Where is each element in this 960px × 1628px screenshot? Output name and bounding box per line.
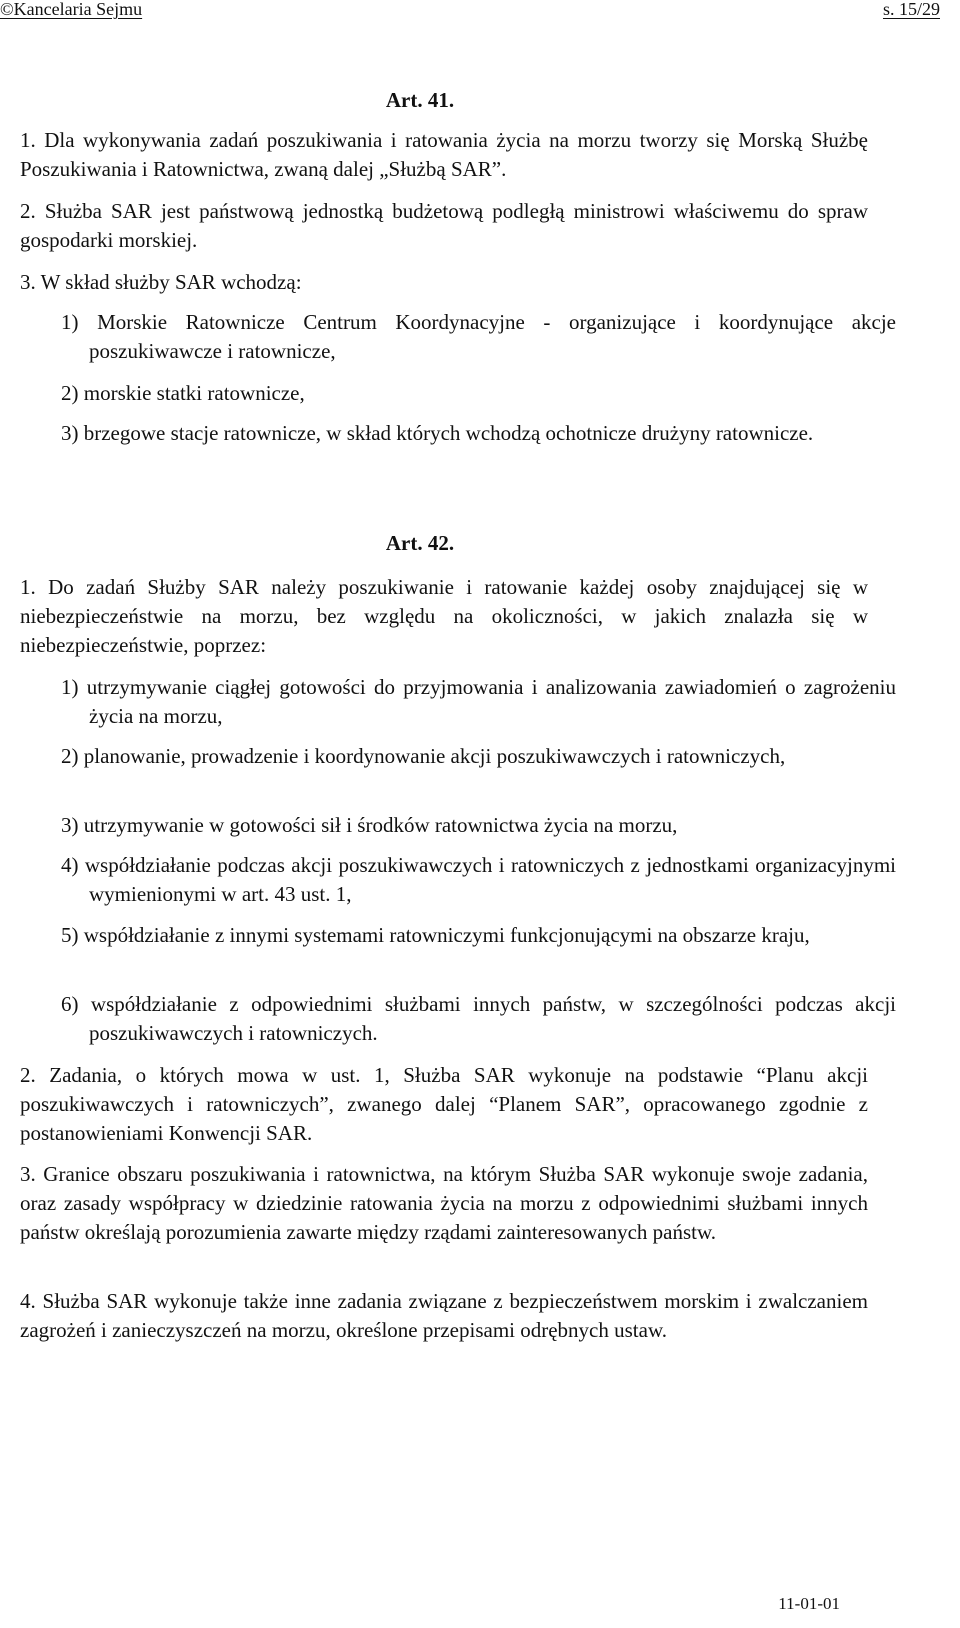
art42-paragraph-4: 4. Służba SAR wykonuje także inne zadania związane z bezpieczeństwem morskim i zwalczaniem zagrożeń i zanieczyszczeń na morzu, określone przepisami odrębnych ustaw. — [20, 1289, 868, 1342]
art41-item-3: 3) brzegowe stacje ratownicze, w skład których wchodzą ochotnicze drużyny ratownicze. — [61, 421, 814, 445]
publisher-label: ©Kancelaria Sejmu — [0, 0, 143, 19]
art41-item-1: 1) Morskie Ratownicze Centrum Koordynacyjne - organizujące i koordynujące akcje poszukiwawcze i ratownicze, — [61, 310, 896, 363]
art42-item-6: 6) współdziałanie z odpowiednimi służbami innych państw, w szczególności podczas akcji poszukiwawczych i ratowniczych. — [61, 992, 896, 1045]
art42-item-2: 2) planowanie, prowadzenie i koordynowanie akcji poszukiwawczych i ratowniczych, — [61, 744, 786, 768]
art42-paragraph-1: 1. Do zadań Służby SAR należy poszukiwanie i ratowanie każdej osoby znajdującej się w niebezpieczeństwie na morzu, bez względu na okoliczności, w jakich znalazła się w niebezpieczeństwie, poprzez: — [20, 575, 868, 657]
art42-item-5: 5) współdziałanie z innymi systemami ratowniczymi funkcjonującymi na obszarze kraju, — [61, 923, 810, 947]
art42-paragraph-2: 2. Zadania, o których mowa w ust. 1, Służba SAR wykonuje na podstawie “Planu akcji poszukiwawczych i ratowniczych”, zwanego dalej “Planem SAR”, opracowanego zgodnie z postanowieniami Konwencji SAR. — [20, 1063, 868, 1145]
page-header — [0, 0, 960, 26]
article-41-title: Art. 41. — [385, 88, 455, 112]
footer-date: 11-01-01 — [778, 1594, 840, 1613]
art42-paragraph-3: 3. Granice obszaru poszukiwania i ratownictwa, na którym Służba SAR wykonuje swoje zadania, oraz zasady współpracy w dziedzinie ratowania życia na morzu z odpowiednimi służbami innych państw określają porozumienia zawarte między rządami zainteresowanych państw. — [20, 1162, 868, 1244]
art41-paragraph-2: 2. Służba SAR jest państwową jednostką budżetową podległą ministrowi właściwemu do spraw gospodarki morskiej. — [20, 199, 868, 252]
art42-item-1: 1) utrzymywanie ciągłej gotowości do przyjmowania i analizowania zawiadomień o zagrożeniu życia na morzu, — [61, 675, 896, 728]
page-number: s. 15/29 — [882, 0, 940, 19]
art42-item-4: 4) współdziałanie podczas akcji poszukiwawczych i ratowniczych z jednostkami organizacyjnymi wymienionymi w art. 43 ust. 1, — [61, 853, 896, 906]
art42-item-3: 3) utrzymywanie w gotowości sił i środków ratownictwa życia na morzu, — [61, 813, 678, 837]
article-42-title: Art. 42. — [385, 531, 455, 555]
art41-paragraph-1: 1. Dla wykonywania zadań poszukiwania i ratowania życia na morzu tworzy się Morską Służbę Poszukiwania i Ratownictwa, zwaną dalej „Służbą SAR”. — [20, 128, 868, 181]
art41-item-2: 2) morskie statki ratownicze, — [61, 381, 305, 405]
art41-paragraph-3: 3. W skład służby SAR wchodzą: — [20, 270, 302, 294]
